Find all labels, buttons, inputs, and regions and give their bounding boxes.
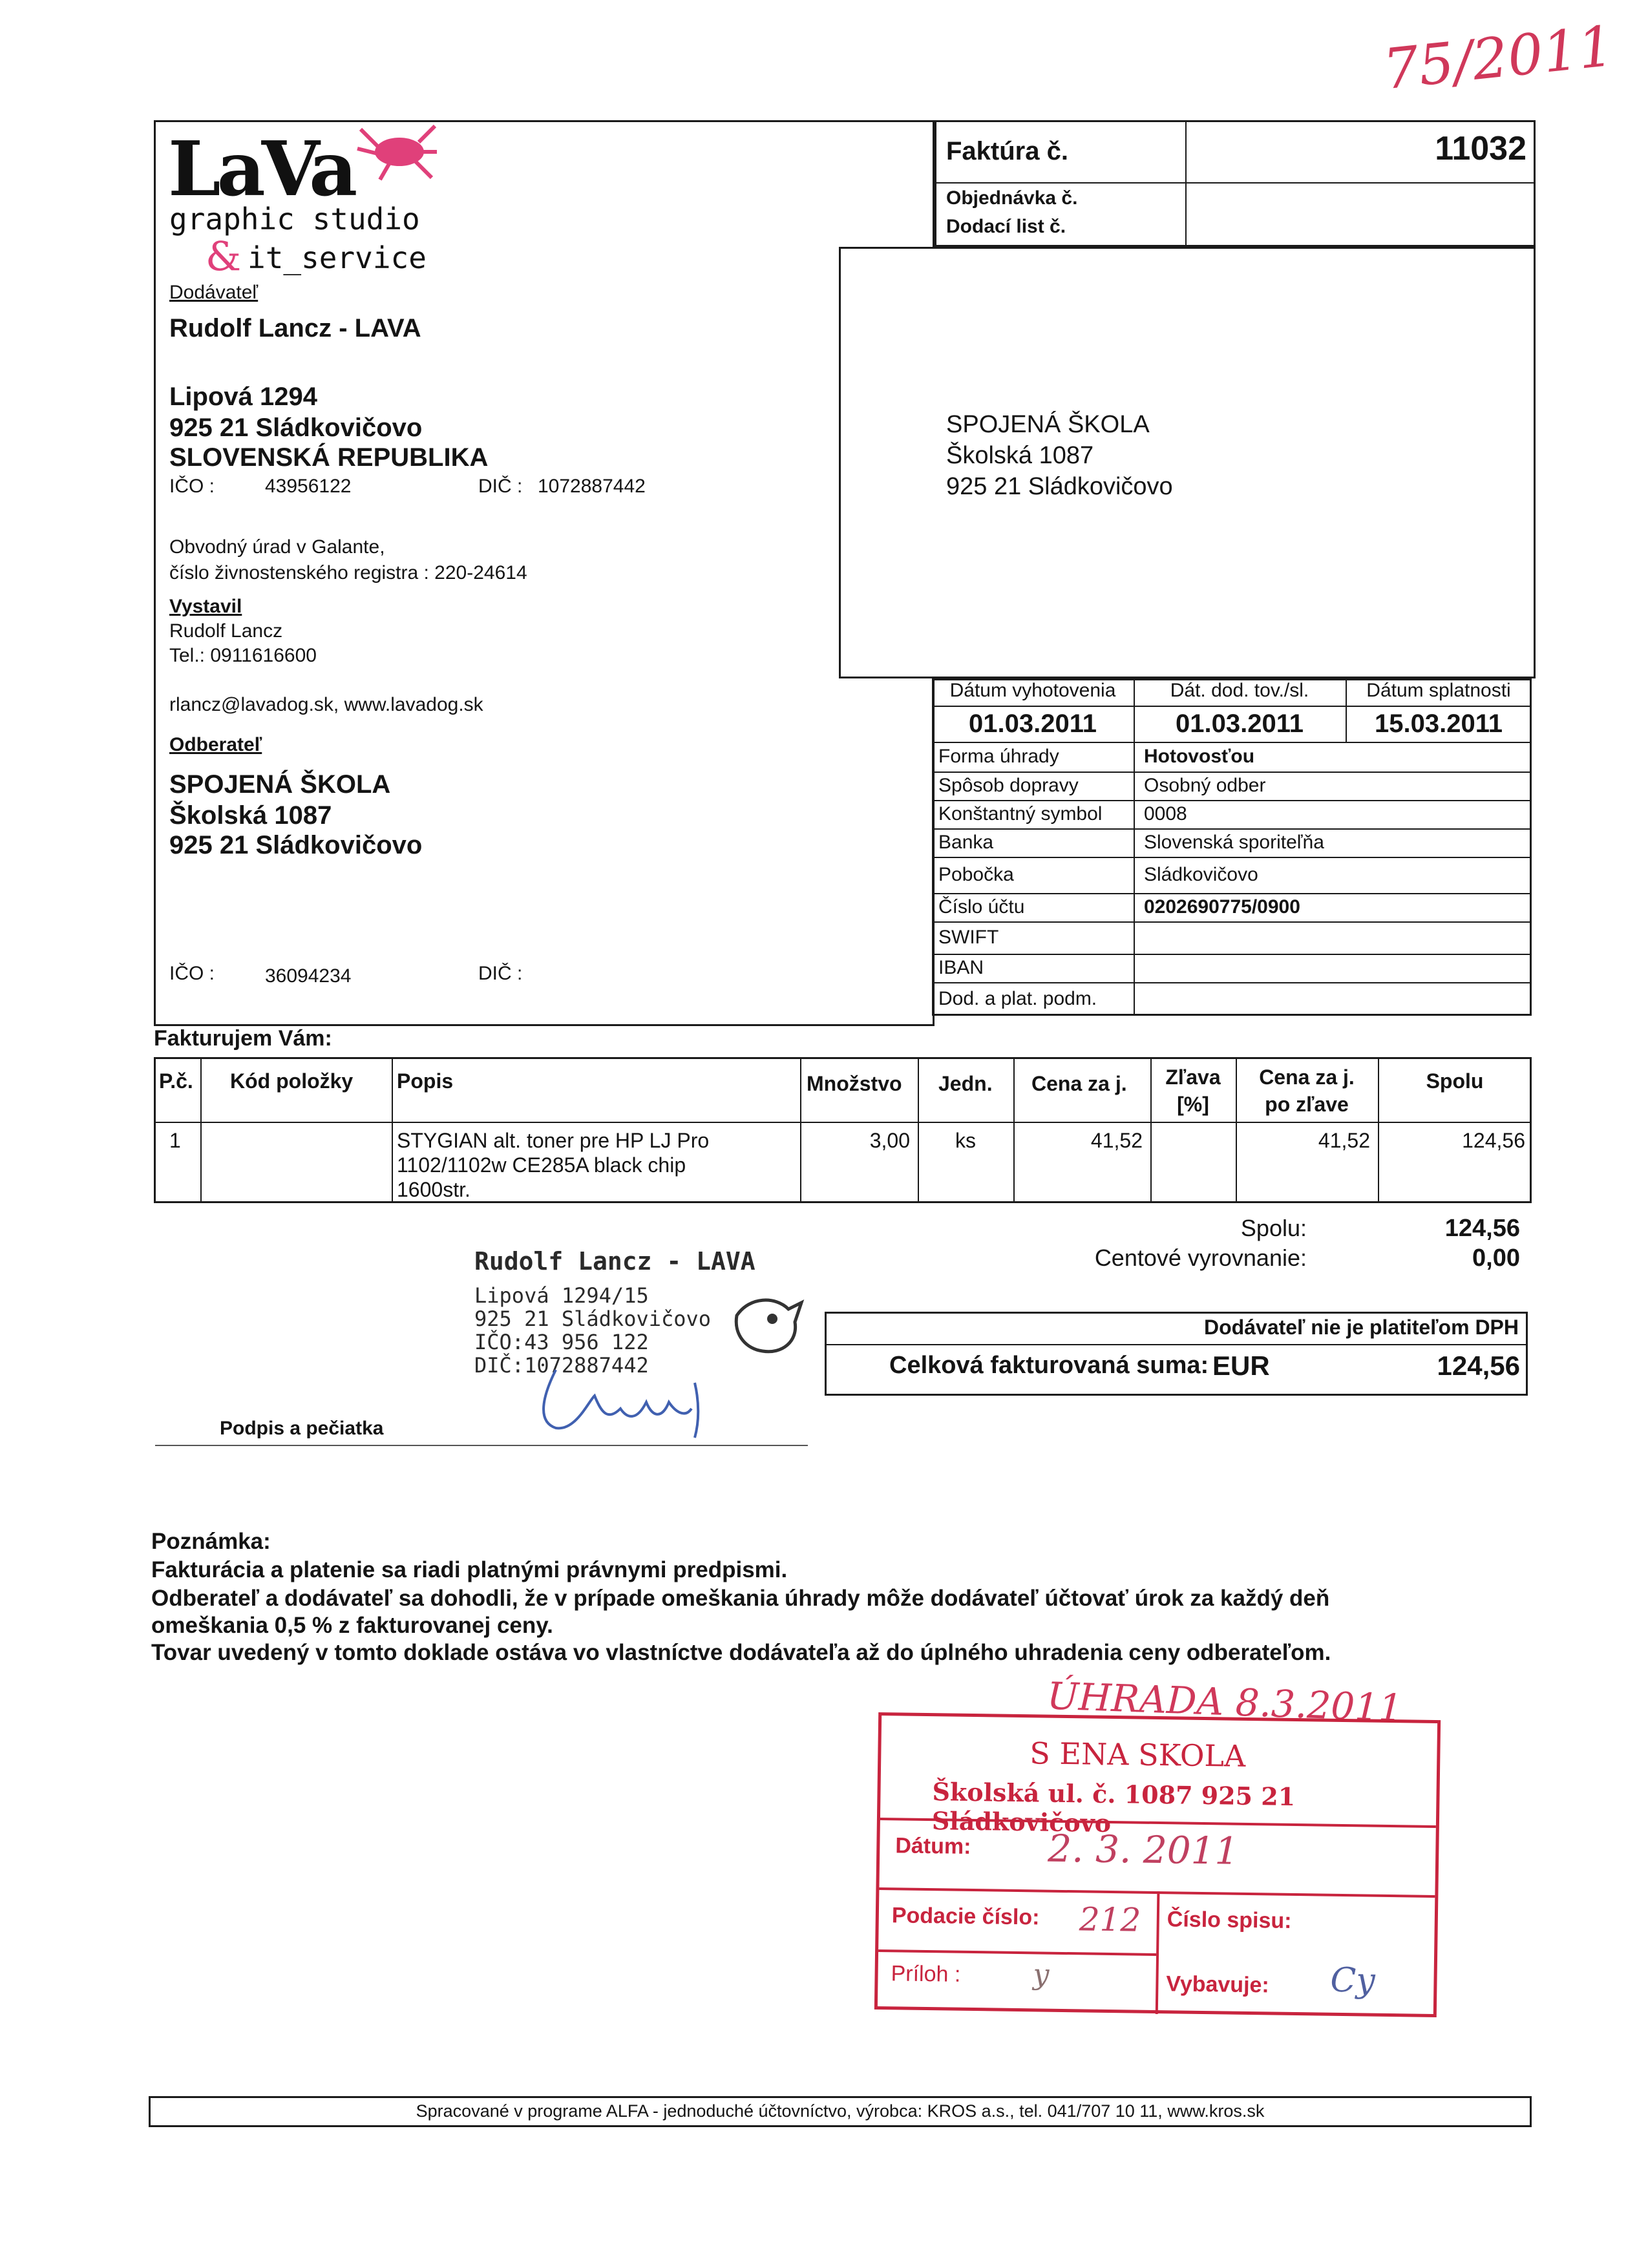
- address-name: SPOJENÁ ŠKOLA: [946, 411, 1150, 438]
- payment-value-4: Sládkovičovo: [1144, 864, 1258, 885]
- due-date-label: Dátum splatnosti: [1366, 680, 1511, 701]
- delivery-note-label: Dodací list č.: [946, 216, 1066, 237]
- issue-date-label: Dátum vyhotovenia: [949, 680, 1116, 701]
- registry-stamp: [874, 1712, 1441, 2017]
- order-label: Objednávka č.: [946, 187, 1078, 209]
- payment-label-2: Konštantný symbol: [938, 803, 1103, 824]
- payment-label-8: Dod. a plat. podm.: [938, 988, 1097, 1009]
- note-line4: Tovar uvedený v tomto doklade ostáva vo vlastníctve dodávateľa až do úplného uhradenia ceny odberateľom.: [151, 1640, 1331, 1665]
- delivery-date-label: Dát. dod. tov./sl.: [1170, 680, 1309, 701]
- payment-value-1: Osobný odber: [1144, 775, 1266, 796]
- payment-label-5: Číslo účtu: [938, 896, 1025, 918]
- item-pc: 1: [169, 1129, 181, 1152]
- registry-date-label: Dátum:: [895, 1833, 971, 1859]
- address-window: [839, 247, 1536, 678]
- payment-label-0: Forma úhrady: [938, 746, 1059, 767]
- supplier-country: SLOVENSKÁ REPUBLIKA: [169, 443, 489, 472]
- due-date: 15.03.2011: [1375, 709, 1503, 738]
- item-desc-line3: 1600str.: [397, 1178, 470, 1201]
- invoice-number: 11032: [1435, 130, 1527, 167]
- item-price: 41,52: [1090, 1129, 1143, 1152]
- supplier-ico-label: IČO :: [169, 476, 215, 497]
- company-logo: [167, 123, 438, 278]
- col-header-pc: P.č.: [159, 1069, 193, 1093]
- rounding-value: 0,00: [1472, 1244, 1520, 1272]
- customer-dic-label: DIČ :: [478, 963, 523, 984]
- supplier-tel: Tel.: 0911616600: [169, 645, 317, 666]
- col-header-unit: Jedn.: [938, 1072, 993, 1095]
- logo-brand: LaVa: [168, 125, 354, 213]
- registry-date-value: 2. 3. 2011: [1047, 1826, 1239, 1873]
- registry-address: Školská ul. č. 1087 925 21 Sládkovičovo: [931, 1777, 1296, 1838]
- logo-line1: graphic studio: [169, 202, 420, 236]
- invoice-label: Faktúra č.: [946, 137, 1068, 165]
- col-header-desc: Popis: [397, 1069, 454, 1093]
- col-header-price: Cena za j.: [1031, 1072, 1127, 1095]
- registry-vybavuje-value: Cy: [1330, 1960, 1376, 2000]
- customer-ico-label: IČO :: [169, 963, 215, 984]
- supplier-web: rlancz@lavadog.sk, www.lavadog.sk: [169, 694, 483, 715]
- item-desc-line2: 1102/1102w CE285A black chip: [397, 1153, 686, 1177]
- registry-prich-label: Príloh :: [891, 1961, 961, 1987]
- customer-name: SPOJENÁ ŠKOLA: [169, 770, 391, 799]
- registry-vybavuje-label: Vybavuje:: [1166, 1971, 1270, 1998]
- signature-label: Podpis a pečiatka: [220, 1418, 384, 1439]
- registry-podacie-label: Podacie číslo:: [891, 1903, 1040, 1930]
- item-unit: ks: [955, 1129, 976, 1152]
- registry-spis-label: Číslo spisu:: [1167, 1907, 1292, 1933]
- logo-bug-icon: [354, 123, 438, 181]
- col-header-code: Kód položky: [230, 1069, 354, 1093]
- issued-by-heading: Vystavil: [169, 596, 242, 617]
- supplier-heading: Dodávateľ: [169, 282, 259, 303]
- stamp-dog-icon: [730, 1290, 807, 1361]
- handwritten-signature: [530, 1357, 711, 1441]
- note-heading: Poznámka:: [151, 1529, 271, 1554]
- customer-city: 925 21 Sládkovičovo: [169, 831, 423, 859]
- col-header-qty: Množstvo: [807, 1072, 902, 1095]
- stamp-city: 925 21 Sládkovičovo: [474, 1307, 712, 1331]
- supplier-name: Rudolf Lancz - LAVA: [169, 314, 421, 342]
- stamp-street: Lipová 1294/15: [474, 1283, 649, 1308]
- issued-by: Rudolf Lancz: [169, 620, 283, 642]
- logo-line2: it_service: [248, 240, 427, 275]
- customer-ico: 36094234: [265, 965, 352, 987]
- supplier-ico: 43956122: [265, 476, 352, 497]
- payment-value-3: Slovenská sporiteľňa: [1144, 832, 1324, 853]
- grand-total-label: Celková fakturovaná suma:: [889, 1352, 1209, 1379]
- address-city: 925 21 Sládkovičovo: [946, 473, 1173, 500]
- note-line1: Fakturácia a platenie sa riadi platnými právnymi predpismi.: [151, 1557, 788, 1582]
- grand-total-currency: EUR: [1212, 1350, 1270, 1381]
- customer-street: Školská 1087: [169, 801, 332, 830]
- item-total: 124,56: [1462, 1129, 1525, 1152]
- grand-total-value: 124,56: [1437, 1350, 1520, 1381]
- issue-date: 01.03.2011: [969, 709, 1097, 738]
- payment-value-2: 0008: [1144, 803, 1187, 824]
- supplier-city: 925 21 Sládkovičovo: [169, 414, 423, 442]
- logo-ampersand: &: [206, 233, 242, 280]
- payment-value-0: Hotovosťou: [1144, 746, 1255, 767]
- payment-value-5: 0202690775/0900: [1144, 896, 1300, 918]
- items-heading: Fakturujem Vám:: [154, 1026, 332, 1051]
- note-line3: omeškania 0,5 % z fakturovanej ceny.: [151, 1613, 553, 1638]
- registry-prich-value: y: [1033, 1958, 1050, 1991]
- stamp-dic: DIČ:1072887442: [474, 1353, 649, 1378]
- footer-text: Spracované v programe ALFA - jednoduché účtovníctvo, výrobca: KROS a.s., tel. 041/707 10 11, www.kros.sk: [416, 2101, 1265, 2121]
- registry-school: S ENA SKOLA: [1030, 1736, 1246, 1774]
- supplier-dic: 1072887442: [538, 476, 646, 497]
- col-header-price-after-2: po zľave: [1265, 1093, 1349, 1116]
- rounding-label: Centové vyrovnanie:: [1094, 1244, 1307, 1271]
- stamp-company: Rudolf Lancz - LAVA: [474, 1247, 755, 1276]
- sum-value: 124,56: [1444, 1215, 1520, 1242]
- address-street: Školská 1087: [946, 442, 1094, 469]
- stamp-ico: IČO:43 956 122: [474, 1330, 649, 1354]
- payment-label-1: Spôsob dopravy: [938, 775, 1079, 796]
- item-qty: 3,00: [869, 1129, 910, 1152]
- customer-heading: Odberateľ: [169, 734, 262, 755]
- payment-label-7: IBAN: [938, 957, 984, 978]
- col-header-discount: Zľava: [1165, 1066, 1221, 1089]
- supplier-register: číslo živnostenského registra : 220-24614: [169, 562, 527, 583]
- payment-label-4: Pobočka: [938, 864, 1014, 885]
- supplier-dic-label: DIČ :: [478, 476, 523, 497]
- item-desc-line1: STYGIAN alt. toner pre HP LJ Pro: [397, 1129, 710, 1152]
- item-price-after-discount: 41,52: [1318, 1129, 1370, 1152]
- col-header-discount-pct: [%]: [1177, 1093, 1209, 1116]
- col-header-total: Spolu: [1426, 1069, 1484, 1093]
- note-line2: Odberateľ a dodávateľ sa dohodli, že v prípade omeškania úhrady môže dodávateľ účtovať úrok za každý deň: [151, 1586, 1330, 1611]
- supplier-office: Obvodný úrad v Galante,: [169, 536, 385, 558]
- col-header-price-after: Cena za j.: [1259, 1066, 1355, 1089]
- payment-handnote: ÚHRADA 8.3.2011: [1046, 1674, 1404, 1730]
- registry-podacie-value: 212: [1079, 1900, 1141, 1939]
- payment-label-6: SWIFT: [938, 927, 999, 948]
- handwritten-reference: 75/2011: [1380, 14, 1617, 103]
- vat-note: Dodávateľ nie je platiteľom DPH: [1204, 1316, 1519, 1339]
- supplier-street: Lipová 1294: [169, 383, 318, 411]
- sum-label: Spolu:: [1240, 1215, 1307, 1241]
- payment-label-3: Banka: [938, 832, 994, 853]
- delivery-date: 01.03.2011: [1176, 709, 1304, 738]
